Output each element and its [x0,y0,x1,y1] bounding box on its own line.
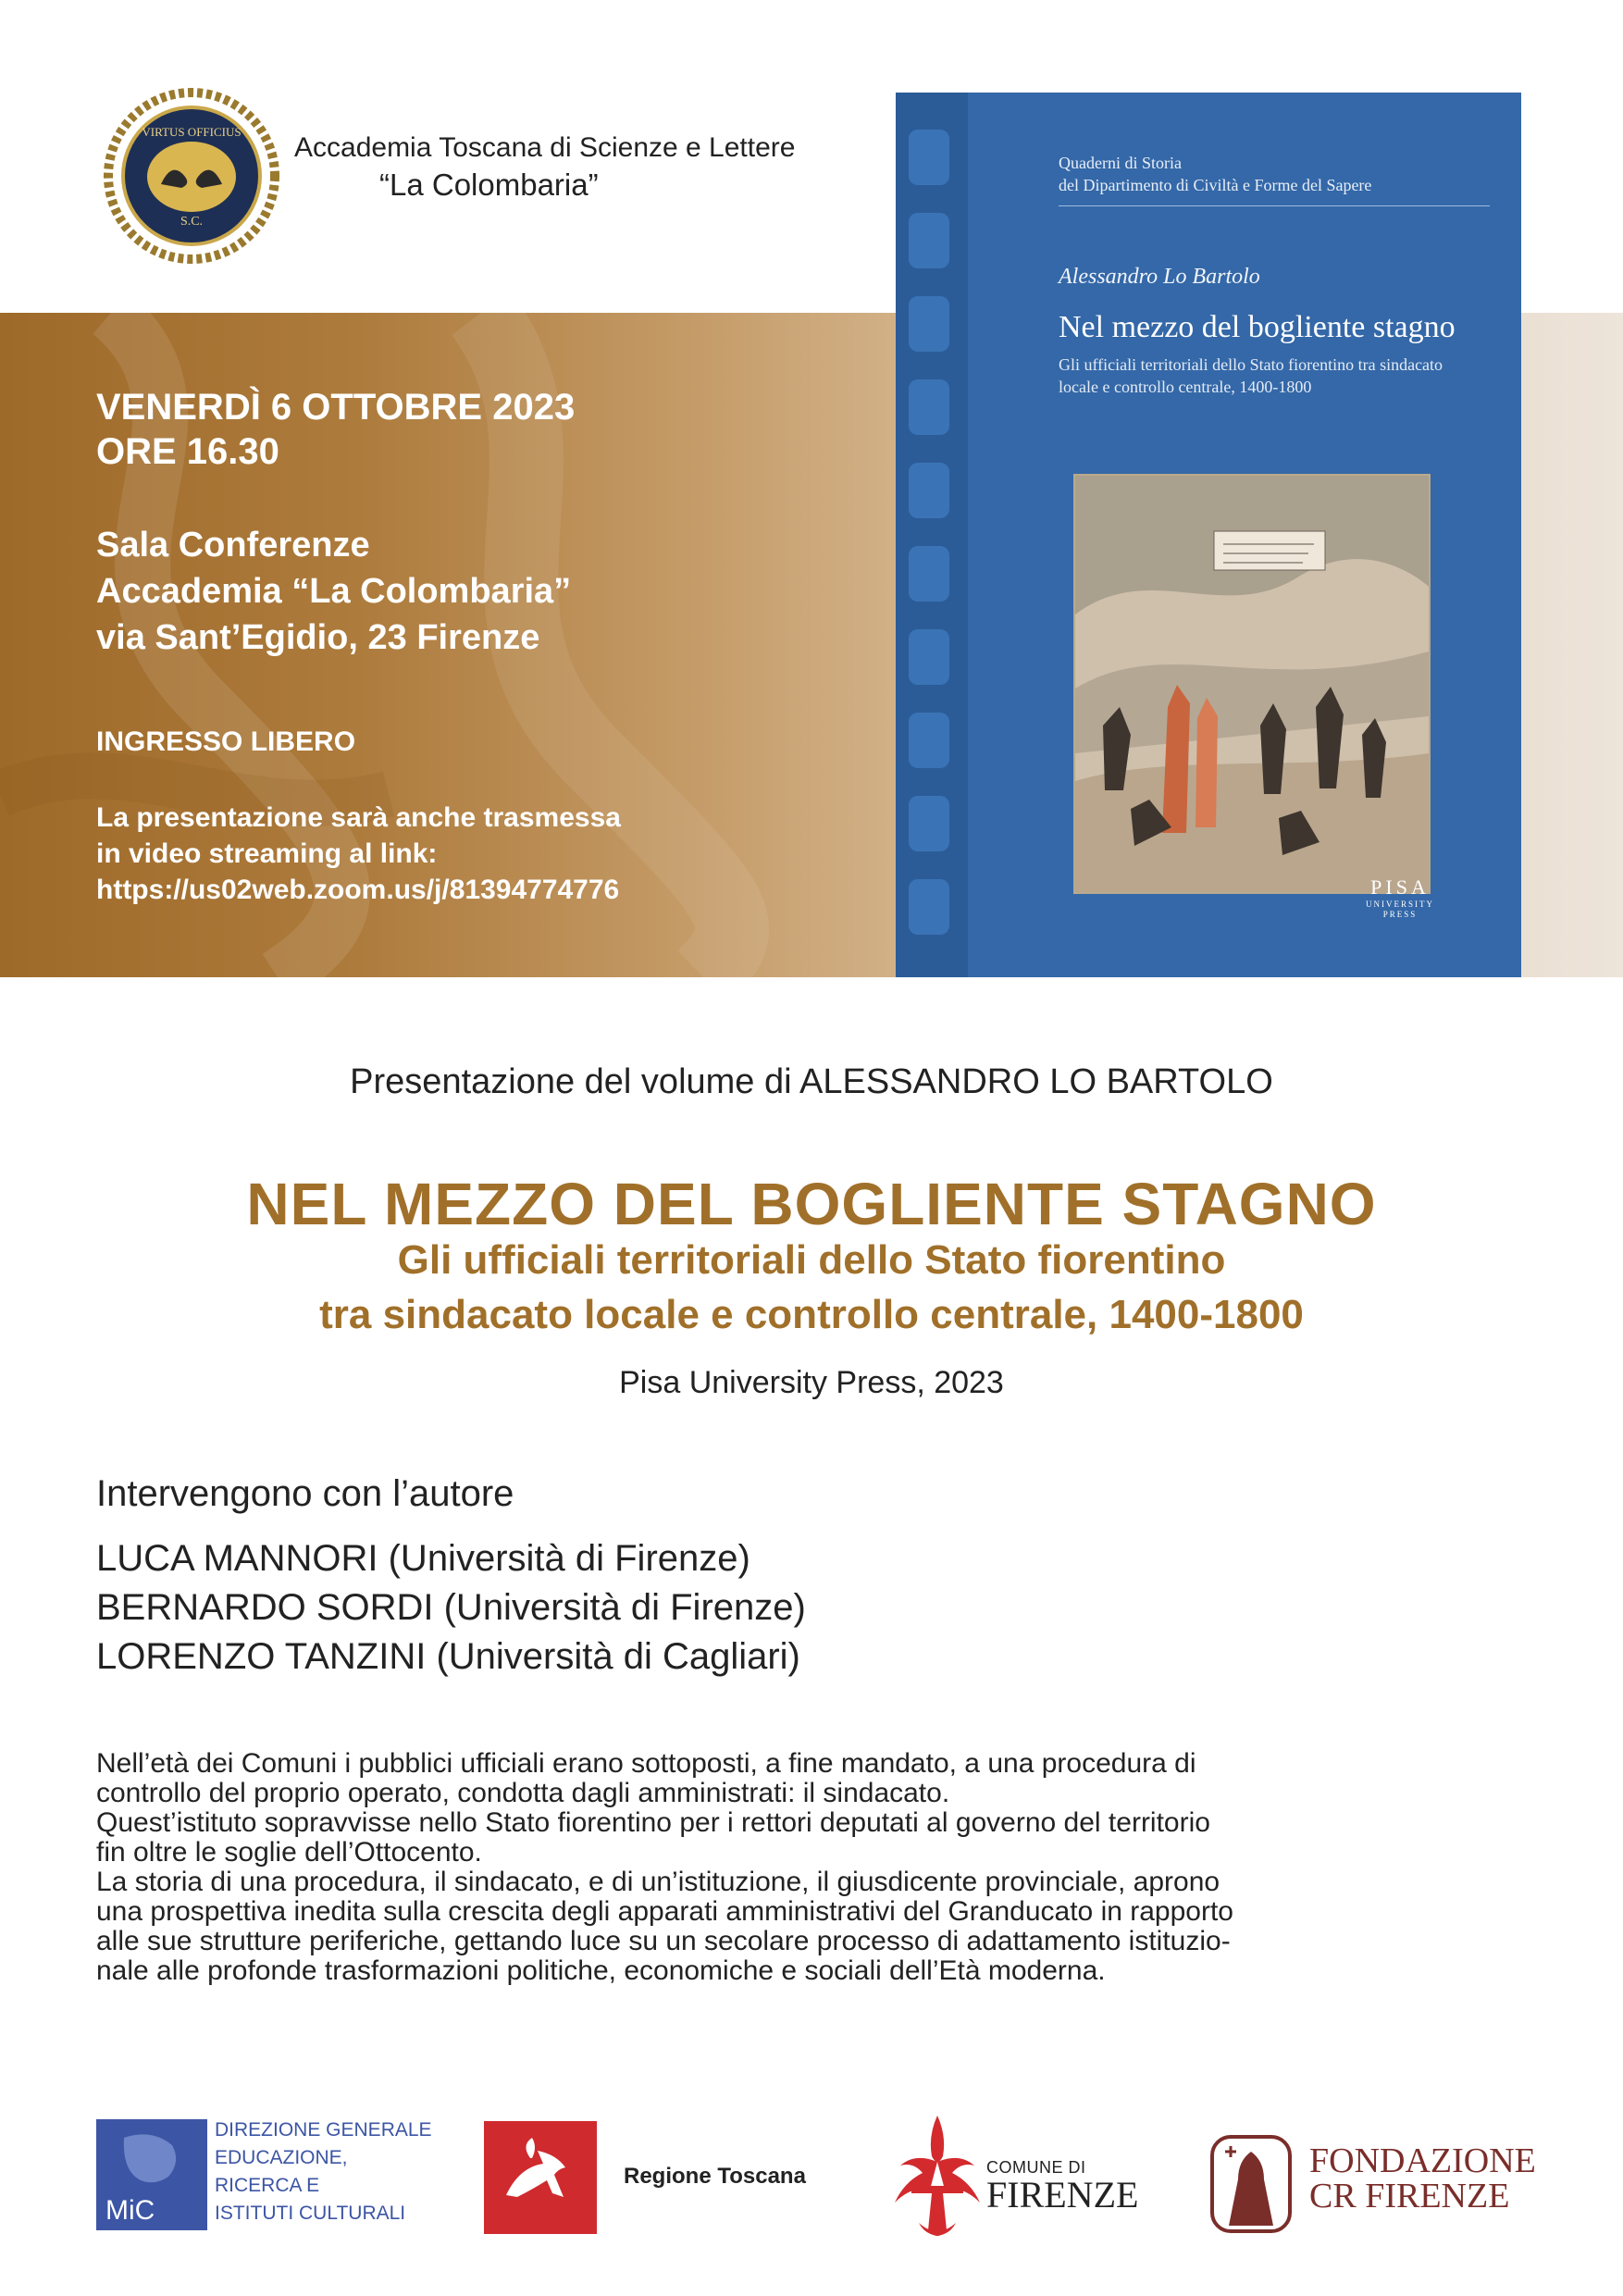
mic-badge-text: MiC [105,2195,155,2226]
event-date: VENERDÌ 6 OTTOBRE 2023 [96,387,576,428]
description-line: una prospettiva inedita sulla crescita degli apparati amministrativi del Granducato in rapporto [96,1896,1233,1927]
event-time: ORE 16.30 [96,431,279,472]
streaming-note-line2: in video streaming al link: [96,838,438,869]
cover-subtitle: Gli ufficiali territoriali dello Stato fiorentino tra sindacato locale e controllo centrale, 1400-1800 [1059,355,1443,396]
comune-line1: COMUNE DI [986,2158,1086,2177]
speaker-item: LUCA MANNORI (Università di Firenze) [96,1538,750,1579]
free-entry: INGRESSO LIBERO [96,726,356,757]
description-line: Quest’istituto sopravvisse nello Stato fiorentino per i rettori deputati al governo del territorio [96,1807,1210,1838]
regione-toscana-logo [484,2121,597,2234]
academy-name-line1: Accademia Toscana di Scienze e Lettere [294,132,796,163]
description-line: La storia di una procedura, il sindacato, e di un’istituzione, il giusdicente provinciale, aprono [96,1867,1220,1897]
speaker-item: BERNARDO SORDI (Università di Firenze) [96,1587,806,1628]
description-line: Nell’età dei Comuni i pubblici ufficiali erano sottoposti, a fine mandato, a una procedura di [96,1748,1196,1779]
mic-logo [96,2119,207,2230]
mic-label-line3: RICERCA E [215,2175,320,2196]
fondazione-line2: CR FIRENZE [1309,2177,1510,2215]
academy-seal-logo [104,88,279,264]
mic-label-line4: ISTITUTI CULTURALI [215,2203,406,2224]
cover-divider [1059,205,1490,206]
cover-author: Alessandro Lo Bartolo [1059,265,1260,289]
description-line: fin oltre le soglie dell’Ottocento. [96,1837,482,1868]
comune-line2: FIRENZE [986,2174,1139,2215]
firenze-lily-icon [891,2112,984,2243]
cover-series [1059,152,1371,196]
svg-text:VIRTUS OFFICIUS: VIRTUS OFFICIUS [142,125,242,139]
cover-filmstrip-decoration [896,93,968,977]
venue-room: Sala Conferenze [96,526,370,565]
cover-series-line2: del Dipartimento di Civiltà e Forme del Sapere [1059,176,1372,194]
presentation-intro: Presentazione del volume di ALESSANDRO LO BARTOLO [350,1062,1273,1101]
fondazione-cr-label [1309,2143,1536,2214]
book-title: NEL MEZZO DEL BOGLIENTE STAGNO [246,1171,1377,1237]
regione-toscana-label: Regione Toscana [624,2164,806,2189]
mic-label [215,2116,432,2228]
description-line: controllo del proprio operato, condotta dagli amministrati: il sindacato. [96,1778,950,1808]
venue-address: via Sant’Egidio, 23 Firenze [96,618,540,657]
description-line: nale alle profonde trasformazioni politiche, economiche e sociali dell’Età moderna. [96,1955,1106,1986]
cover-publisher-line3: PRESS [1382,910,1418,919]
cover-illustration [1073,474,1431,894]
streaming-note-line1: La presentazione sarà anche trasmessa [96,802,621,833]
event-details [96,385,762,908]
book-subtitle-line1: Gli ufficiali territoriali dello Stato fiorentino [397,1237,1226,1283]
venue-name: Accademia “La Colombaria” [96,572,572,611]
academy-name-line2: “La Colombaria” [379,168,599,202]
comune-di-firenze-label [986,2158,1138,2214]
mic-label-line1: DIREZIONE GENERALE [215,2119,432,2141]
fondazione-line1: FONDAZIONE [1309,2141,1536,2180]
cover-publisher-line2: UNIVERSITY [1366,900,1434,909]
speaker-item: LORENZO TANZINI (Università di Cagliari) [96,1636,800,1677]
streaming-link[interactable]: https://us02web.zoom.us/j/81394774776 [96,875,620,905]
svg-text:S.C.: S.C. [180,215,204,229]
cover-title: Nel mezzo del bogliente stagno [1059,310,1456,344]
cover-publisher-line1: PISA [1370,875,1430,899]
mic-label-line2: EDUCAZIONE, [215,2147,348,2168]
cover-publisher-logo [1358,875,1442,920]
description-line: alle sue strutture periferiche, gettando luce su un secolare processo di adattamento istituzio- [96,1926,1231,1956]
fondazione-cr-icon [1208,2133,1294,2235]
speakers-heading: Intervengono con l’autore [96,1473,514,1514]
academy-name [294,130,795,204]
book-subtitle-line2: tra sindacato locale e controllo centrale, 1400-1800 [319,1292,1304,1337]
book-publisher: Pisa University Press, 2023 [619,1365,1004,1400]
book-cover [896,93,1521,977]
cover-series-line1: Quaderni di Storia [1059,154,1182,172]
book-description [96,1749,1521,1986]
